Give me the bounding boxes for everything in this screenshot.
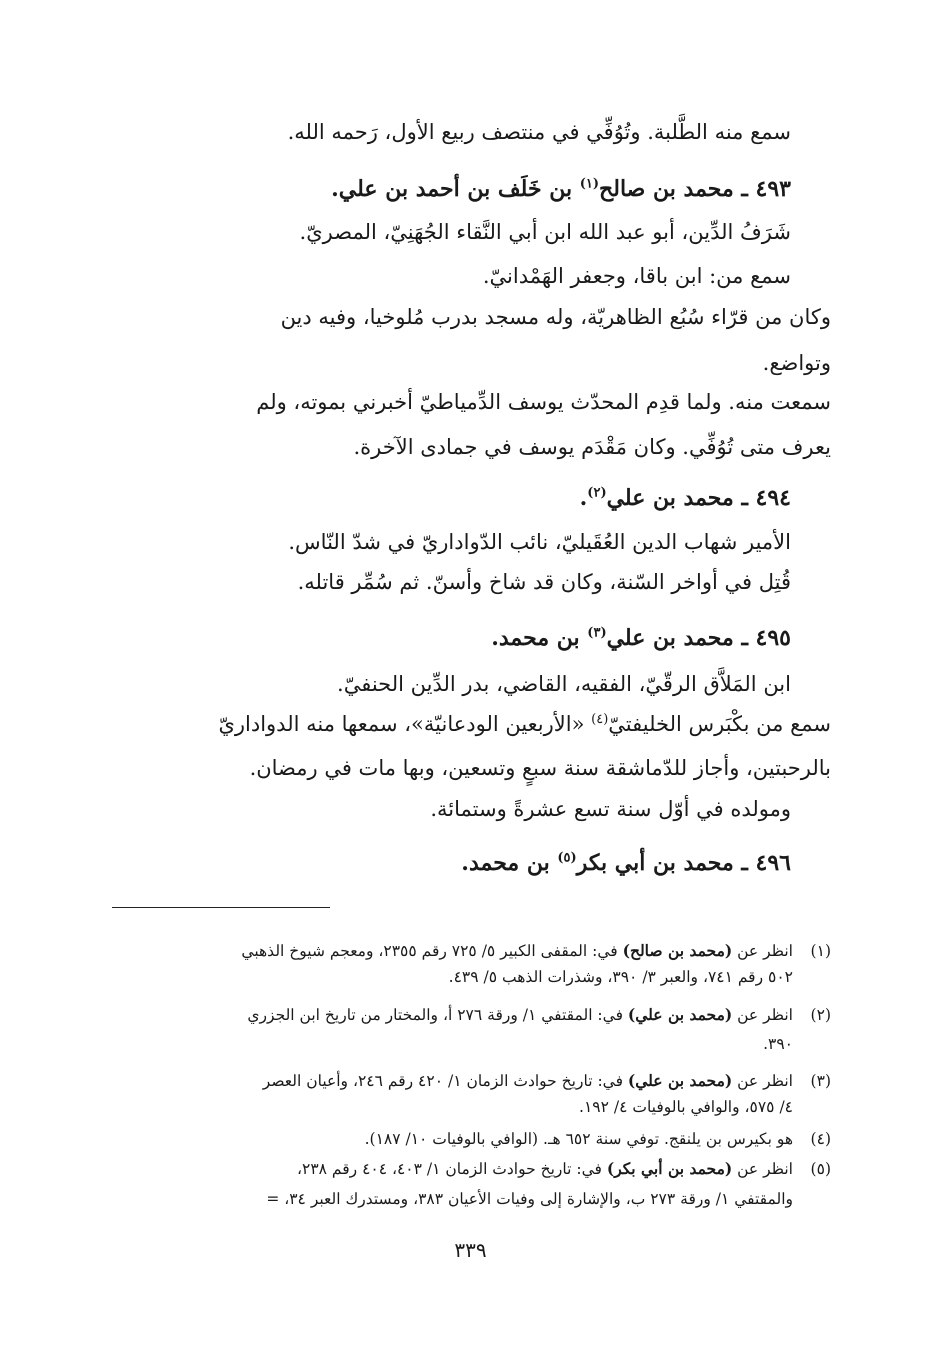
footnote-2-line (247, 1004, 831, 1026)
text-line: ومولده في أوّل سنة تسع عشرةً وستمائة. (430, 797, 791, 821)
footnote-text: انظر عن (732, 1072, 793, 1090)
footnote-number: (٤) (810, 1130, 831, 1148)
entry-title-rest: بن محمد. (491, 625, 588, 651)
text-line: وتواضع. (762, 351, 831, 375)
footnote-2-line: ٣٩٠. (763, 1035, 793, 1053)
entry-heading-495 (491, 623, 791, 653)
entry-title: ٤٩٥ ـ محمد بن علي (606, 625, 791, 651)
footnote-text: في: تاريخ حوادث الزمان ١/ ٤٠٣، ٤٠٤ رقم ٢٣٨، (296, 1160, 607, 1178)
entry-title-rest: . (579, 485, 588, 511)
footnote-number: (٣) (810, 1072, 831, 1090)
footnote-text: انظر عن (732, 1006, 793, 1024)
entry-title-rest: بن خَلَف بن أحمد بن علي. (331, 176, 580, 202)
text-line: الأمير شهاب الدين العُقَيليّ، نائب الدّواداريّ في شدّ النّاس. (288, 530, 791, 554)
text-line: سمعت منه. ولما قدِم المحدّث يوسف الدِّمياطيّ أخبرني بموته، ولم (256, 390, 831, 414)
text-line: سمع من: ابن باقا، وجعفر الهَمْدانيّ. (482, 264, 791, 288)
footnote-number: (٢) (810, 1006, 831, 1024)
text-line: يعرف متى تُوُفِّي. وكان مَقْدَم يوسف في جمادى الآخرة. (353, 435, 831, 459)
footnote-subject: (محمد بن علي) (627, 1005, 733, 1024)
footnote-subject: (محمد بن صالح) (622, 941, 733, 960)
footnote-number: (١) (810, 942, 831, 960)
footnote-3-line: ٤/ ٥٧٥، والوافي بالوفيات ٤/ ١٩٢. (579, 1098, 793, 1116)
footnote-5-line: والمقتفي ١/ ورقة ٢٧٣ ب، والإشارة إلى وفيات الأعيان ٣٨٣، ومستدرك العبر ٣٤، = (266, 1190, 793, 1208)
page-number: ٣٣٩ (454, 1238, 487, 1262)
footnote-1-line (241, 940, 831, 962)
footnote-3-line (263, 1070, 831, 1092)
text-line: وكان من قرّاء سُبُع الظاهريّة، وله مسجد بدرب مُلوخيا، وفيه دين (280, 305, 831, 329)
footnote-marker: (٥) (557, 850, 577, 866)
footnote-marker: (٢) (587, 485, 607, 501)
footnote-subject: (محمد بن علي) (627, 1071, 733, 1090)
text-line: سمع منه الطَّلبة. وتُوُفِّي في منتصف ربيع الأول، رَحمه الله. (287, 120, 791, 144)
footnote-subject: (محمد بن أبي بكر) (606, 1159, 733, 1178)
footnote-text: انظر عن (732, 942, 793, 960)
text-line: قُتِل في أواخر السّنة، وكان قد شاخ وأسنّ. ثم سُمِّر قاتله. (297, 570, 791, 594)
entry-heading-496 (461, 848, 791, 878)
text-line: شَرَفُ الدِّين، أبو عبد الله ابن أبي النَّقاء الجُهَنِيّ، المصريّ. (299, 220, 791, 244)
footnote-number: (٥) (810, 1160, 831, 1178)
entry-heading-494 (580, 483, 791, 513)
entry-title: ٤٩٤ ـ محمد بن علي (606, 485, 791, 511)
entry-title: ٤٩٣ ـ محمد بن صالح (599, 176, 791, 202)
entry-heading-493 (331, 174, 791, 204)
text-segment: سمع من بكْبَرس الخليفتيّ (608, 712, 831, 736)
text-line: ابن المَلاَّق الرقّيّ، الفقيه، القاضي، بدر الدِّين الحنفيّ. (337, 672, 791, 696)
footnote-text: في: المقتفي ١/ ورقة ٢٧٦ أ، والمختار من تاريخ ابن الجزري (247, 1006, 628, 1024)
footnote-marker: (١) (579, 176, 600, 192)
footnote-1-line: ٥٠٢ رقم ٧٤١، والعبر ٣/ ٣٩٠، وشذرات الذهب ٥/ ٤٣٩. (448, 968, 793, 986)
footnote-5-line (297, 1158, 831, 1180)
text-line (218, 709, 831, 739)
footnote-text: في: تاريخ حوادث الزمان ١/ ٤٢٠ رقم ٢٤٦، وأعيان العصر (262, 1072, 628, 1090)
footnote-text: في: المقفى الكبير ٥/ ٧٢٥ رقم ٢٣٥٥، ومعجم شيوخ الذهبي (241, 942, 623, 960)
footnote-marker: (٣) (587, 625, 607, 641)
footnote-text: انظر عن (732, 1160, 793, 1178)
footnote-text: هو بكيرس بن يلنقج. توفي سنة ٦٥٢ هـ. (الوافي بالوفيات ١٠/ ١٨٧). (364, 1130, 793, 1148)
entry-title: ٤٩٦ ـ محمد بن أبي بكر (576, 850, 791, 876)
footnote-marker: (٤) (591, 712, 609, 727)
text-segment: «الأربعين الودعانيّة»، سمعها منه الدواداريّ (218, 712, 592, 736)
entry-title-rest: بن محمد. (461, 850, 558, 876)
footnote-4-line (365, 1128, 831, 1150)
footnote-divider (112, 907, 330, 908)
text-line: بالرحبتين، وأجاز للدّماشقة سنة سبعٍ وتسعين، وبها مات في رمضان. (249, 756, 831, 780)
